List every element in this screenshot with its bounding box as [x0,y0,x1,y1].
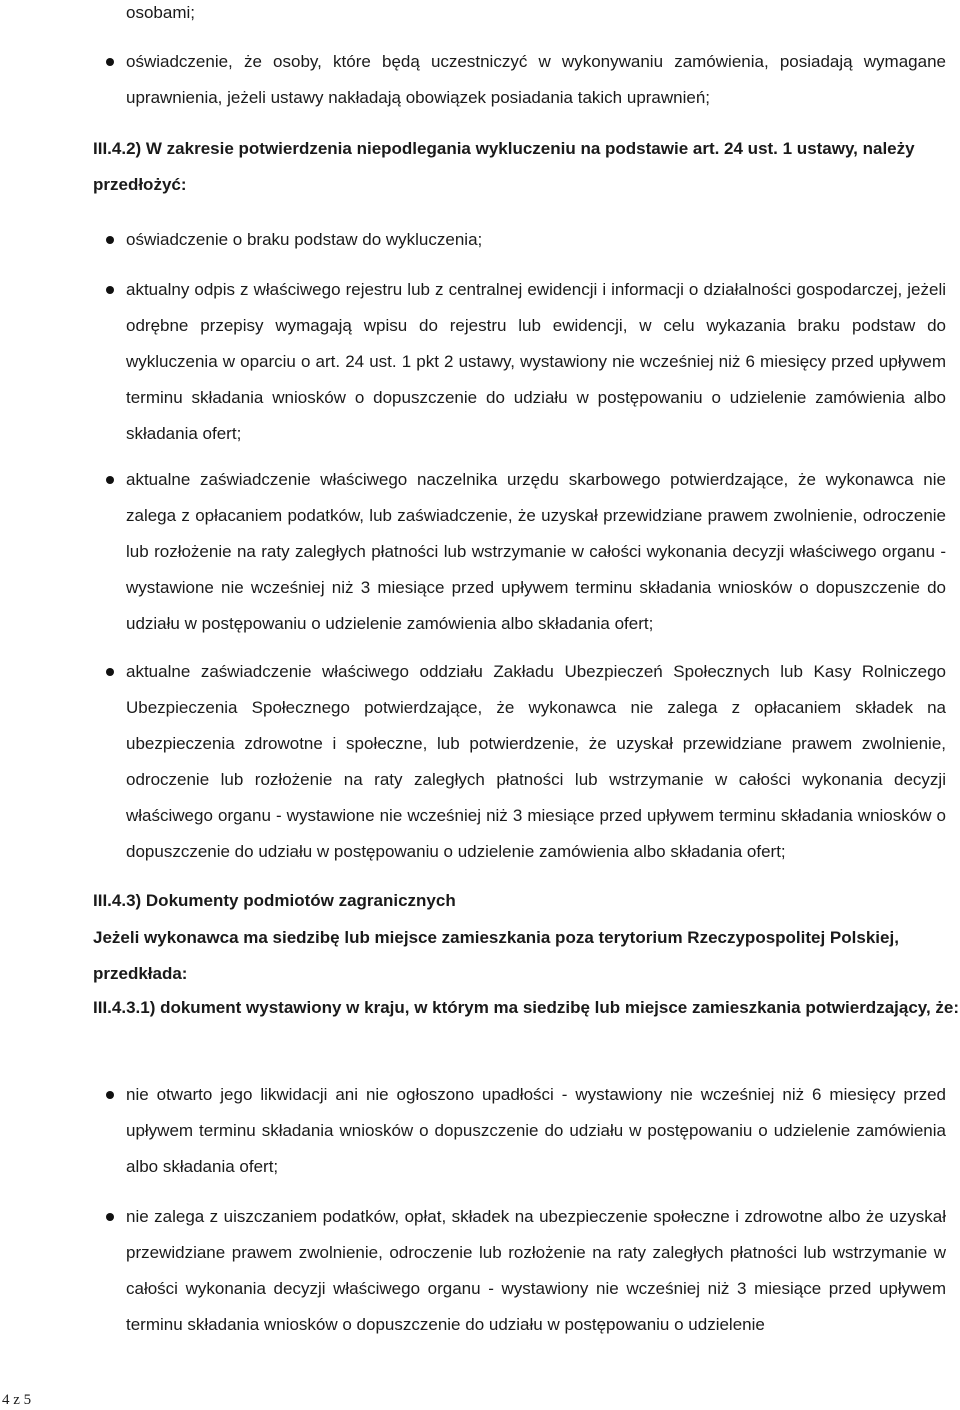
text-line: osobami; [126,3,195,22]
bullet-icon [106,1091,114,1099]
section-heading: III.4.2) W zakresie potwierdzenia niepodlegania wykluczeniu na podstawie art. 24 ust. 1 ustawy, należy przedłożyć: [93,139,915,194]
list-item: aktualne zaświadczenie właściwego oddziału Zakładu Ubezpieczeń Społecznych lub Kasy Rolniczego Ubezpieczenia Społecznego potwierdzające, że wykonawca nie zalega z opłacaniem składek na ubezpieczenia zdrowotne i społeczne, lub potwierdzenie, że uzyskał przewidziane prawem zwolnienie, odroczenie lub rozłożenie na raty zaległych płatności lub wstrzymanie w całości wykonania decyzji właściwego organu - wystawione nie wcześniej niż 3 miesiące przed upływem terminu składania wniosków o dopuszczenie do udziału w postępowaniu o udzielenie zamówienia albo składania ofert; [126,662,946,861]
bullet-icon [106,58,114,66]
list-item: oświadczenie, że osoby, które będą uczestniczyć w wykonywaniu zamówienia, posiadają wymagane uprawnienia, jeżeli ustawy nakładają obowiązek posiadania takich uprawnień; [126,52,946,107]
list-item: oświadczenie o braku podstaw do wykluczenia; [126,230,483,249]
list-item: nie otwarto jego likwidacji ani nie ogłoszono upadłości - wystawiony nie wcześniej niż 6 miesięcy przed upływem terminu składania wniosków o dopuszczenie do udziału w postępowaniu o udzielenie zamówienia albo składania ofert; [126,1085,946,1176]
bullet-icon [106,236,114,244]
section-subheading: Jeżeli wykonawca ma siedzibę lub miejsce zamieszkania poza terytorium Rzeczypospolitej Polskiej, przedkłada: [93,928,899,983]
section-subheading: III.4.3.1) dokument wystawiony w kraju, w którym ma siedzibę lub miejsce zamieszkania potwierdzający, że: [93,998,960,1017]
list-item: aktualne zaświadczenie właściwego naczelnika urzędu skarbowego potwierdzające, że wykonawca nie zalega z opłacaniem podatków, lub zaświadczenie, że uzyskał przewidziane prawem zwolnienie, odroczenie lub rozłożenie na raty zaległych płatności lub wstrzymanie w całości wykonania decyzji właściwego organu - wystawione nie wcześniej niż 3 miesiące przed upływem terminu składania wniosków o dopuszczenie do udziału w postępowaniu o udzielenie zamówienia albo składania ofert; [126,470,946,633]
bullet-icon [106,1213,114,1221]
section-heading: III.4.3) Dokumenty podmiotów zagranicznych [93,891,456,910]
page-number: 4 z 5 [2,1392,32,1408]
list-item: aktualny odpis z właściwego rejestru lub z centralnej ewidencji i informacji o działalności gospodarczej, jeżeli odrębne przepisy wymagają wpisu do rejestru lub ewidencji, w celu wykazania braku podstaw do wykluczenia w oparciu o art. 24 ust. 1 pkt 2 ustawy, wystawiony nie wcześniej niż 6 miesięcy przed upływem terminu składania wniosków o dopuszczenie do udziału w postępowaniu o udzielenie zamówienia albo składania ofert; [126,280,946,443]
bullet-icon [106,286,114,294]
bullet-icon [106,476,114,484]
bullet-icon [106,668,114,676]
list-item: nie zalega z uiszczaniem podatków, opłat, składek na ubezpieczenie społeczne i zdrowotne albo że uzyskał przewidziane prawem zwolnienie, odroczenie lub rozłożenie na raty zaległych płatności lub wstrzymanie w całości wykonania decyzji właściwego organu - wystawiony nie wcześniej niż 3 miesiące przed upływem terminu składania wniosków o dopuszczenie do udziału w postępowaniu o udzielenie [126,1207,946,1334]
